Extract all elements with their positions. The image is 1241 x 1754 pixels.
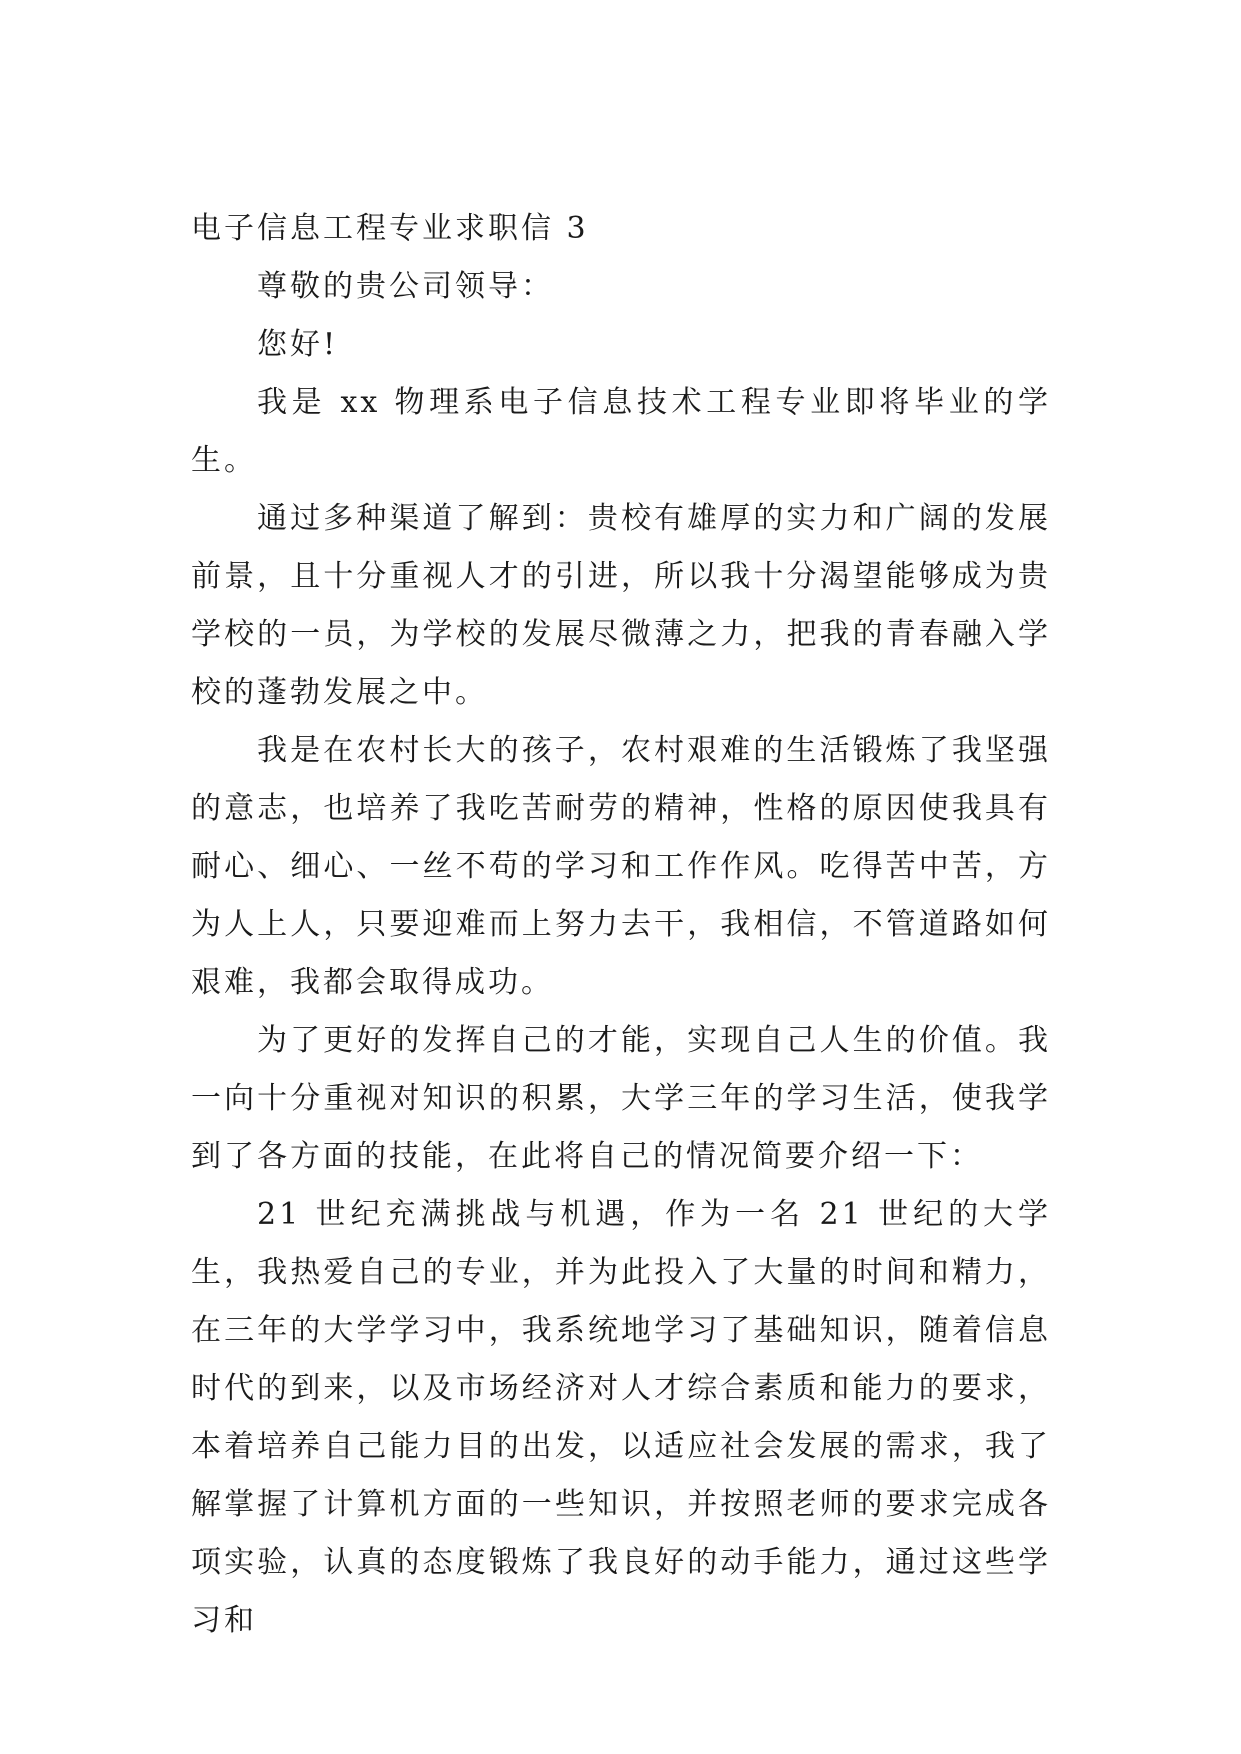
letter-paragraph: 我是在农村长大的孩子，农村艰难的生活锻炼了我坚强的意志，也培养了我吃苦耐劳的精神，性格的原因使我具有耐心、细心、一丝不苟的学习和工作作风。吃得苦中苦，方为人上人，只要迎难而上努力去干，我相信，不管道路如何艰难，我都会取得成功。 <box>191 733 1051 1000</box>
letter-paragraph: 为了更好的发挥自己的才能，实现自己人生的价值。我一向十分重视对知识的积累，大学三年的学习生活，使我学到了各方面的技能，在此将自己的情况简要介绍一下： <box>191 1023 1051 1174</box>
letter-paragraph: 21 世纪充满挑战与机遇，作为一名 21 世纪的大学生，我热爱自己的专业，并为此投入了大量的时间和精力，在三年的大学学习中，我系统地学习了基础知识，随着信息时代的到来，以及市场经济对人才综合素质和能力的要求，本着培养自己能力目的出发，以适应社会发展的需求，我了解掌握了计算机方面的一些知识，并按照老师的要求完成各项实验，认真的态度锻炼了我良好的动手能力，通过这些学习和 <box>191 1197 1051 1638</box>
letter-salutation: 尊敬的贵公司领导： <box>257 269 554 304</box>
letter-body <box>191 200 1051 1650</box>
letter-paragraph: 通过多种渠道了解到：贵校有雄厚的实力和广阔的发展前景，且十分重视人才的引进，所以我十分渴望能够成为贵学校的一员，为学校的发展尽微薄之力，把我的青春融入学校的蓬勃发展之中。 <box>191 501 1051 710</box>
letter-greeting: 您好! <box>257 327 339 362</box>
letter-paragraph: 我是 xx 物理系电子信息技术工程专业即将毕业的学生。 <box>191 385 1051 478</box>
letter-title: 电子信息工程专业求职信 3 <box>191 211 589 246</box>
